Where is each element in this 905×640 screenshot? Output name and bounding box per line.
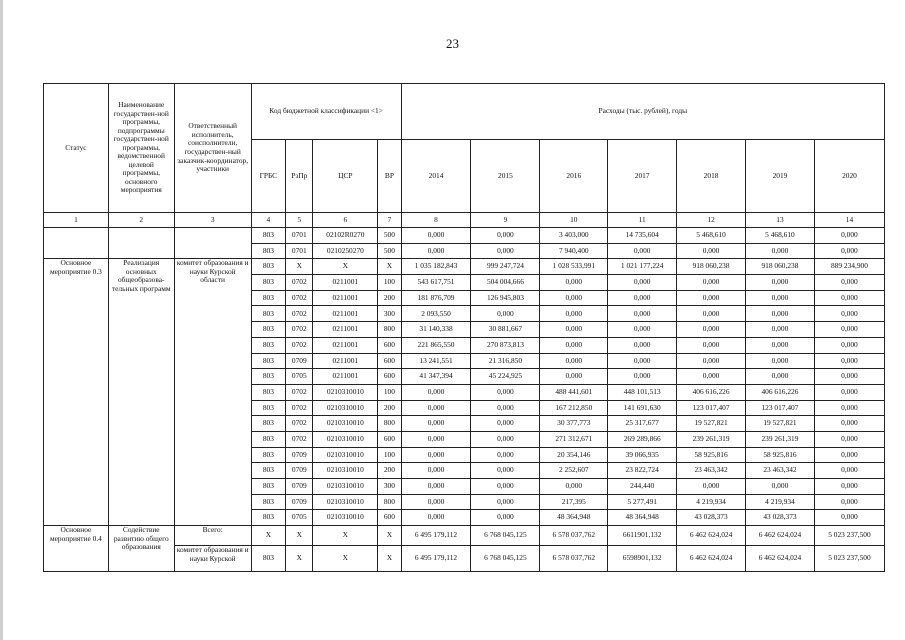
table-cell: 0,000 <box>814 275 884 291</box>
table-cell: X <box>313 526 378 546</box>
table-cell: 0,000 <box>814 369 884 385</box>
table-cell: 0701 <box>286 243 313 259</box>
table-cell: 181 876,709 <box>401 290 471 306</box>
table-cell: 4 219,934 <box>746 494 815 510</box>
table-cell: 0210310010 <box>313 463 378 479</box>
table-cell: 126 945,803 <box>471 290 540 306</box>
table-cell: 0,000 <box>401 447 471 463</box>
table-cell: 0,000 <box>608 243 677 259</box>
table-cell: 504 004,666 <box>471 275 540 291</box>
table-cell: 239 261,319 <box>677 431 746 447</box>
table-cell: 0,000 <box>540 479 608 495</box>
table-cell: 0702 <box>286 322 313 338</box>
table-cell: 19 527,821 <box>677 416 746 432</box>
table-cell: 0,000 <box>471 400 540 416</box>
table-cell: 6 768 045,125 <box>471 546 540 572</box>
table-cell: 0211001 <box>313 322 378 338</box>
table-cell: 0,000 <box>677 369 746 385</box>
table-cell: 803 <box>251 243 285 259</box>
table-cell: 600 <box>378 431 401 447</box>
table-cell: 0,000 <box>540 353 608 369</box>
table-cell: 0,000 <box>471 228 540 244</box>
table-cell: 0210310010 <box>313 494 378 510</box>
table-cell: 0210310010 <box>313 431 378 447</box>
page-number: 23 <box>446 36 459 51</box>
table-cell: 30 881,667 <box>471 322 540 338</box>
table-cell: 0,000 <box>401 400 471 416</box>
table-cell: 803 <box>251 337 285 353</box>
table-cell: 803 <box>251 259 285 275</box>
table-cell: 0,000 <box>677 306 746 322</box>
table-cell: 0211001 <box>313 337 378 353</box>
column-number: 1 <box>44 213 109 228</box>
table-cell: X <box>378 259 401 275</box>
table-cell: 200 <box>378 290 401 306</box>
table-row <box>44 228 885 244</box>
header-responsible: Ответственный исполнитель, соисполнители, государствен-ный заказчик-координатор, участники <box>174 84 251 213</box>
table-cell: X <box>313 546 378 572</box>
column-number: 14 <box>814 213 884 228</box>
table-cell: 0,000 <box>677 322 746 338</box>
table-cell: 100 <box>378 384 401 400</box>
header-program-name: Наименование государствен-ной программы, подпрограммы государствен-ной программы, ведомственной целевой программы, основного мероприятия <box>108 84 174 213</box>
table-cell: 448 101,513 <box>608 384 677 400</box>
table-cell: 803 <box>251 510 285 526</box>
group2-responsible: комитет образования и науки Курской <box>174 546 251 572</box>
table-cell: 0,000 <box>677 275 746 291</box>
header-status: Статус <box>44 84 109 213</box>
table-cell: 800 <box>378 416 401 432</box>
table-cell: 31 140,338 <box>401 322 471 338</box>
table-cell: 600 <box>378 369 401 385</box>
table-cell: 6 495 179,112 <box>401 546 471 572</box>
table-cell: 0,000 <box>540 337 608 353</box>
table-cell: 0210310010 <box>313 384 378 400</box>
table-cell: 58 925,816 <box>746 447 815 463</box>
table-cell: 100 <box>378 275 401 291</box>
group2-status: Основное мероприятие 0.4 <box>44 526 109 572</box>
table-cell: 803 <box>251 228 285 244</box>
table-cell: 43 028,373 <box>677 510 746 526</box>
table-cell: 271 312,671 <box>540 431 608 447</box>
group0-responsible <box>174 228 251 259</box>
table-cell: 0705 <box>286 369 313 385</box>
table-cell: 543 617,751 <box>401 275 471 291</box>
table-cell: 0,000 <box>814 510 884 526</box>
group1-name: Реализация основных общеобразова-тельных программ <box>108 259 174 526</box>
header-subcolumn: 2017 <box>608 140 677 213</box>
table-cell: 269 289,866 <box>608 431 677 447</box>
table-cell: 803 <box>251 494 285 510</box>
table-cell: 6611901,132 <box>608 526 677 546</box>
table-cell: 0,000 <box>471 510 540 526</box>
table-cell: 0,000 <box>471 306 540 322</box>
table-row <box>44 526 885 546</box>
table-cell: 0,000 <box>401 384 471 400</box>
table-cell: 0210310010 <box>313 447 378 463</box>
table-cell: 13 241,551 <box>401 353 471 369</box>
table-cell: 0,000 <box>471 479 540 495</box>
header-subcolumn: РзПр <box>286 140 313 213</box>
table-cell: 0,000 <box>814 384 884 400</box>
table-cell: 0,000 <box>814 494 884 510</box>
table-cell: 0702 <box>286 384 313 400</box>
table-cell: 0,000 <box>401 479 471 495</box>
table-cell: 0211001 <box>313 306 378 322</box>
group2-total-label: Всего: <box>174 526 251 546</box>
table-cell: 0,000 <box>401 243 471 259</box>
table-cell: 0702 <box>286 306 313 322</box>
table-cell: 0,000 <box>746 322 815 338</box>
table-cell: 0,000 <box>608 322 677 338</box>
column-number: 12 <box>677 213 746 228</box>
table-cell: 217,395 <box>540 494 608 510</box>
table-cell: 889 234,900 <box>814 259 884 275</box>
table-cell: 200 <box>378 463 401 479</box>
header-subcolumn: 2018 <box>677 140 746 213</box>
table-cell: 0,000 <box>540 290 608 306</box>
table-cell: 0,000 <box>608 290 677 306</box>
table-cell: 6 462 624,024 <box>746 526 815 546</box>
header-subcolumn: 2014 <box>401 140 471 213</box>
table-cell: 0,000 <box>471 447 540 463</box>
table-cell: 803 <box>251 431 285 447</box>
table-cell: 0702 <box>286 275 313 291</box>
table-cell: 0,000 <box>608 337 677 353</box>
table-cell: 0705 <box>286 510 313 526</box>
table-cell: 803 <box>251 290 285 306</box>
table-row <box>44 259 885 275</box>
table-cell: 0210310010 <box>313 479 378 495</box>
budget-table <box>43 83 885 572</box>
table-cell: 500 <box>378 228 401 244</box>
table-cell: 39 066,935 <box>608 447 677 463</box>
table-cell: 803 <box>251 353 285 369</box>
table-cell: 0,000 <box>814 243 884 259</box>
column-number: 9 <box>471 213 540 228</box>
table-cell: 6 462 624,024 <box>677 526 746 546</box>
table-cell: 0702 <box>286 416 313 432</box>
column-number: 7 <box>378 213 401 228</box>
header-subcolumn: ЦСР <box>313 140 378 213</box>
table-cell: 0,000 <box>746 479 815 495</box>
table-cell: 800 <box>378 322 401 338</box>
table-cell: 0,000 <box>401 463 471 479</box>
table-cell: 0210310010 <box>313 400 378 416</box>
table-cell: 0,000 <box>814 479 884 495</box>
table-cell: 803 <box>251 275 285 291</box>
table-cell: 803 <box>251 400 285 416</box>
table-cell: 0,000 <box>746 353 815 369</box>
table-cell: 0,000 <box>401 416 471 432</box>
column-number: 5 <box>286 213 313 228</box>
table-cell: 803 <box>251 322 285 338</box>
table-cell: 221 865,550 <box>401 337 471 353</box>
table-cell: 0,000 <box>814 322 884 338</box>
table-cell: 0709 <box>286 463 313 479</box>
table-cell: 918 060,238 <box>746 259 815 275</box>
table-cell: 0,000 <box>540 369 608 385</box>
column-number: 3 <box>174 213 251 228</box>
table-cell: 0702 <box>286 290 313 306</box>
table-cell: 6 578 037,762 <box>540 546 608 572</box>
table-cell: 0,000 <box>746 369 815 385</box>
table-cell: 0,000 <box>471 494 540 510</box>
table-cell: 0,000 <box>677 479 746 495</box>
table-cell: 23 822,724 <box>608 463 677 479</box>
table-cell: 803 <box>251 306 285 322</box>
table-cell: 2 252,607 <box>540 463 608 479</box>
table-cell: 141 691,630 <box>608 400 677 416</box>
table-cell: 1 021 177,224 <box>608 259 677 275</box>
group1-responsible: комитет образования и науки Курской области <box>174 259 251 526</box>
table-cell: 0702 <box>286 400 313 416</box>
table-cell: 100 <box>378 447 401 463</box>
table-cell: 0709 <box>286 353 313 369</box>
table-cell: 1 028 533,991 <box>540 259 608 275</box>
table-cell: X <box>286 526 313 546</box>
table-cell: X <box>286 546 313 572</box>
table-cell: 30 377,773 <box>540 416 608 432</box>
table-cell: 0,000 <box>814 353 884 369</box>
header-subcolumn: ГРБС <box>251 140 285 213</box>
table-cell: 0,000 <box>814 400 884 416</box>
table-cell: 0,000 <box>608 353 677 369</box>
table-cell: 0,000 <box>814 431 884 447</box>
table-cell: 167 212,850 <box>540 400 608 416</box>
table-cell: 1 035 182,843 <box>401 259 471 275</box>
table-cell: 803 <box>251 369 285 385</box>
scan-edge <box>0 0 3 640</box>
table-cell: 0,000 <box>814 228 884 244</box>
table-cell: 0709 <box>286 447 313 463</box>
header-subcolumn: 2020 <box>814 140 884 213</box>
table-cell: 0,000 <box>814 306 884 322</box>
table-cell: 0,000 <box>814 463 884 479</box>
table-cell: 0,000 <box>540 306 608 322</box>
table-cell: 0,000 <box>608 275 677 291</box>
table-cell: 0,000 <box>746 306 815 322</box>
table-cell: 5 277,491 <box>608 494 677 510</box>
table-cell: 4 219,934 <box>677 494 746 510</box>
table-cell: 0702 <box>286 431 313 447</box>
table-cell: 803 <box>251 447 285 463</box>
table-cell: 803 <box>251 546 285 572</box>
table-cell: 0211001 <box>313 353 378 369</box>
table-cell: 0,000 <box>540 275 608 291</box>
table-cell: 0,000 <box>471 243 540 259</box>
table-cell: 803 <box>251 463 285 479</box>
table-cell: 0210310010 <box>313 416 378 432</box>
table-cell: 0702 <box>286 337 313 353</box>
table-cell: 6 462 624,024 <box>746 546 815 572</box>
table-cell: 23 463,342 <box>746 463 815 479</box>
table-cell: 02102R0270 <box>313 228 378 244</box>
table-cell: 6 462 624,024 <box>677 546 746 572</box>
group1-status: Основное мероприятие 0.3 <box>44 259 109 526</box>
table-cell: X <box>313 259 378 275</box>
table-cell: 0,000 <box>814 290 884 306</box>
table-cell: 43 028,373 <box>746 510 815 526</box>
table-cell: X <box>378 526 401 546</box>
column-number-row <box>44 213 885 228</box>
table-cell: 0,000 <box>677 353 746 369</box>
table-cell: 20 354,146 <box>540 447 608 463</box>
header-subcolumn: 2019 <box>746 140 815 213</box>
table-cell: 803 <box>251 384 285 400</box>
table-cell: 2 093,550 <box>401 306 471 322</box>
table-cell: 0,000 <box>814 447 884 463</box>
table-cell: 5 468,610 <box>677 228 746 244</box>
table-cell: 3 403,000 <box>540 228 608 244</box>
column-number: 13 <box>746 213 815 228</box>
table-cell: 0,000 <box>677 243 746 259</box>
table-cell: 270 873,813 <box>471 337 540 353</box>
table-cell: 0210310010 <box>313 510 378 526</box>
table-cell: 600 <box>378 353 401 369</box>
table-cell: 406 616,226 <box>746 384 815 400</box>
table-cell: 21 316,850 <box>471 353 540 369</box>
table-cell: 0,000 <box>677 337 746 353</box>
header-budget-code: Код бюджетной классификации <1> <box>251 84 401 140</box>
table-cell: 6598901,132 <box>608 546 677 572</box>
table-cell: 0,000 <box>401 494 471 510</box>
table-cell: 0,000 <box>471 463 540 479</box>
table-cell: 0701 <box>286 228 313 244</box>
table-cell: 23 463,342 <box>677 463 746 479</box>
table-cell: 0211001 <box>313 290 378 306</box>
table-cell: 0,000 <box>401 431 471 447</box>
table-cell: 41 347,394 <box>401 369 471 385</box>
table-cell: 7 940,400 <box>540 243 608 259</box>
table-cell: 300 <box>378 306 401 322</box>
table-cell: 6 578 037,762 <box>540 526 608 546</box>
table-cell: 0709 <box>286 494 313 510</box>
column-number: 6 <box>313 213 378 228</box>
table-cell: 0,000 <box>471 431 540 447</box>
table-cell: 406 616,226 <box>677 384 746 400</box>
table-cell: 58 925,816 <box>677 447 746 463</box>
table-cell: 25 317,677 <box>608 416 677 432</box>
table-cell: 500 <box>378 243 401 259</box>
table-cell: 0,000 <box>540 322 608 338</box>
table-cell: 918 060,238 <box>677 259 746 275</box>
table-cell: 123 017,407 <box>677 400 746 416</box>
table-cell: 0,000 <box>401 228 471 244</box>
table-cell: 6 495 179,112 <box>401 526 471 546</box>
group2-name: Содействие развитию общего образования <box>108 526 174 572</box>
group0-name <box>108 228 174 259</box>
table-cell: 45 224,925 <box>471 369 540 385</box>
header-subcolumn: ВР <box>378 140 401 213</box>
table-cell: 5 023 237,500 <box>814 546 884 572</box>
table-cell: 803 <box>251 416 285 432</box>
table-cell: 0,000 <box>471 416 540 432</box>
table-cell: 5 468,610 <box>746 228 815 244</box>
table-cell: 999 247,724 <box>471 259 540 275</box>
table-cell: 0,000 <box>746 275 815 291</box>
column-number: 2 <box>108 213 174 228</box>
table-cell: 0210250270 <box>313 243 378 259</box>
table-cell: 488 441,601 <box>540 384 608 400</box>
table-cell: 300 <box>378 479 401 495</box>
table-cell: 0709 <box>286 479 313 495</box>
table-cell: 800 <box>378 494 401 510</box>
table-cell: X <box>378 546 401 572</box>
table-cell: 48 364,948 <box>540 510 608 526</box>
table-cell: X <box>251 526 285 546</box>
table-cell: 0211001 <box>313 369 378 385</box>
table-cell: 0,000 <box>401 510 471 526</box>
table-cell: 239 261,319 <box>746 431 815 447</box>
table-cell: 200 <box>378 400 401 416</box>
table-cell: 600 <box>378 337 401 353</box>
table-cell: 19 527,821 <box>746 416 815 432</box>
table-cell: 0,000 <box>608 369 677 385</box>
group0-status <box>44 228 109 259</box>
table-cell: 0,000 <box>814 337 884 353</box>
table-cell: 14 735,604 <box>608 228 677 244</box>
table-cell: 5 023 237,500 <box>814 526 884 546</box>
table-cell: 48 364,948 <box>608 510 677 526</box>
column-number: 11 <box>608 213 677 228</box>
table-cell: 600 <box>378 510 401 526</box>
header-expenses: Расходы (тыс. рублей), годы <box>401 84 884 140</box>
table-cell: 803 <box>251 479 285 495</box>
table-cell: 0,000 <box>746 243 815 259</box>
header-subcolumn: 2016 <box>540 140 608 213</box>
column-number: 4 <box>251 213 285 228</box>
table-cell: 0,000 <box>608 306 677 322</box>
table-cell: 6 768 045,125 <box>471 526 540 546</box>
table-cell: 0,000 <box>677 290 746 306</box>
table-cell: 0,000 <box>746 290 815 306</box>
table-cell: 244,440 <box>608 479 677 495</box>
column-number: 8 <box>401 213 471 228</box>
table-cell: 0,000 <box>814 416 884 432</box>
table-cell: 0,000 <box>746 337 815 353</box>
header-row-1 <box>44 84 885 140</box>
table-cell: 0,000 <box>471 384 540 400</box>
table-cell: 123 017,407 <box>746 400 815 416</box>
table-cell: 0211001 <box>313 275 378 291</box>
column-number: 10 <box>540 213 608 228</box>
table-cell: X <box>286 259 313 275</box>
header-subcolumn: 2015 <box>471 140 540 213</box>
